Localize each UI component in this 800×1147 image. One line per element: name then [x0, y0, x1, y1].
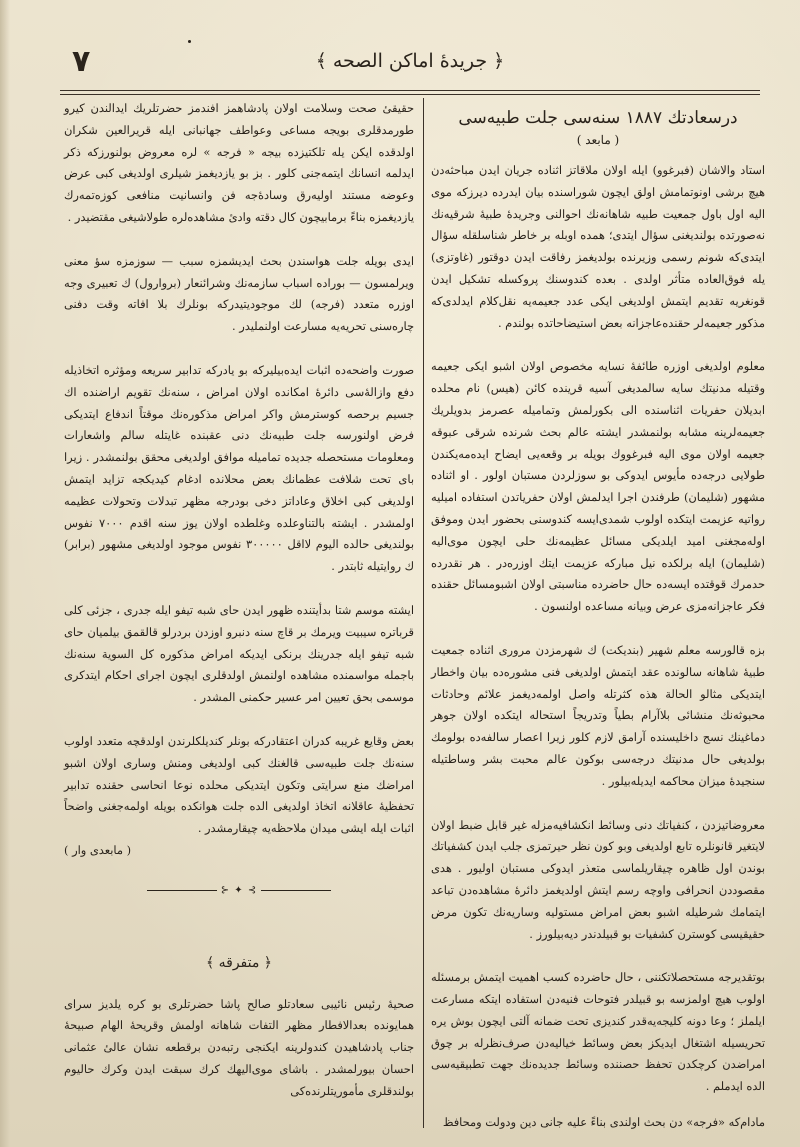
article-paragraph: بعض وقایع غریبه کدران اعتقادر‌كه بونلر کندیلکلرندن اولدقچه متعدد اولوب سنه‌نك جلت طبیه‌سی قالغنك کبی اولدیغی ومنش وساری اولان اشبو امراضك منع سرایتی وتکون ایتدیکی محلده نوعا انحاسی حقنده تدابیر تحفظیهٔ عاقلانه اتخاذ اولدیغی الده جلت هوانکده بویله اولمه‌جغنی واضحاً اثبات ایله ایشی میدان ملاحظه‌یه چیقارمشدر .: [64, 733, 414, 836]
paragraph-gap: [431, 618, 765, 640]
article-paragraph: صورت واضحه‌ده اثبات ایده‌بیلیرکه بو یادرکه تدابیر سریعه ومؤثره اتخاذیله دفع وازالهٔ‌سی دائرهٔ امکانده اولان امراض ، سنه‌نك تقویم اراضنده اك جسیم برحصه کوسترمش واکر امراض مذکوره‌نك موقتاً اندفاع ایتدیکی فرض اولنورسه جلت طبیه‌نك دنی عقبنده غایتله سالم واشعارات ومعلومات مستحصله جدیده تماميله موافق اولدیغی محقق بولنمشدر . زیرا بای تحت شلافت عظمانك بعض محلانده ادغام کیدیکجه تزاید ایتمش اولدیغی کبی اخلاق وعاداتز دخی بودرجه مظهر تبدلات وتحولات عظیمه اولمشدر . ایشته بالتناوعلده وغلطده اولان یوز سنه اقدم ٧٠٠٠ نفوس بولندیغی حالده الیوم لااقل ٣٠٠٠٠٠ نفوس موجود اولدیغی مشهور (برابر) ك روایتیله ثابتدر .: [64, 362, 415, 574]
paragraph-gap: [431, 1098, 765, 1112]
paragraph-gap: [64, 709, 414, 731]
page-edge-shadow: [0, 0, 10, 1147]
paragraph-gap: [431, 945, 765, 967]
article-paragraph: ایشته موسم شتا بدأیتنده ظهور ایدن حای شبه تیفو ایله جدری ، جزئی کلی قرباتره سیبیت ویرمك بر قاچ سنه دنبرو اوزدن بردرلو قالقمق بیلمیان حای شبه تیفو ایله جدرینك برنکی ایدیکه امراض مذکوره کل السوية سنه‌نك باجمله مواسمنده مشاهده اولنمش اولدقلری ایچون اجرای احکام ایتدکری موسمی بحق تعیین امر عسیر حکمنی المشدر .: [64, 602, 414, 705]
article-paragraph: مادام‌که «فرجه» دن بحث اولندی بناءً علیه جانی دین ودولت ومحافظ: [442, 1115, 765, 1130]
article-paragraph: بزه قالورسه معلم شهیر (بندیکت) ك شهرمزدن مروری اثناده جمعیت طبیهٔ شاهانه سالونده عقد ایتمش اولدیغی فنی مشوره‌ده بیان واخطار ایتدیکی مثالو الحالة هذه کثرتله واصل اولمه‌دیغمز علائم وحادثات محبوثه‌نك منشائی بلاآرام بطیاً وتدریجاً استحاله ایتکده اولان جوهر دماغینك نسج داخلیسنده آرامق لازم کلور زیرا اعصار سالفه‌ده بولومك بولدیغی حال مدنیتك درجه‌سی بوکون عالم محبت بشر وساطتیله سنجیدهٔ میزان محاکمه ایدیله‌بیلور .: [431, 642, 765, 788]
page-header: [60, 44, 760, 84]
section-ornament: [64, 880, 414, 902]
article-paragraph: بوتقدیرجه مستحصلاتکننی ، حال حاضرده کسب اهمیت ایتمش برمسئله اولوب هیچ اولمزسه بو قبیلدر فتوحات فنیه‌دن استفاده ایتکه مسارعت ایلملز ؛ وعا دونه کلیجه‌یه‌قدر کندیزی تحت ضمانه آلتی ایچون بوش یره تحریسیله اشتغال ایدیکز بعض وسائط خیالیه‌دن صرف‌نظرله بر چوق امراضدن کرچکدن تحفظ حصننده وسائط جدیده‌نك جهت تطبیقیه‌سی الده ایدملم .: [431, 970, 765, 1094]
column-divider: [423, 98, 424, 1128]
paragraph-gap: [64, 578, 414, 600]
article-subtitle: ( مابعد ): [576, 133, 620, 147]
ink-speck: [188, 40, 191, 43]
misc-section-title: ﴿ متفرقه ﴾: [205, 954, 273, 971]
paragraph-gap: [64, 338, 414, 360]
ornament-line-right: [261, 890, 331, 891]
article-title: درسعادتك ١٨٨٧ سنه‌سی جلت طبیه‌سی: [458, 108, 738, 128]
ornament-line-left: [147, 890, 217, 891]
article-paragraph: استاد والاشان (فبرغوو) ایله اولان ملاقاتز اثناده جریان ایدن مباحثه‌دن هیچ برشی اونوتمامش اولق ایچون شوراسنده بیان ایدرده دیرزکه موی الیه اول باول جمعیت طبیه شاهانه‌نك احوالنی وجریدهٔ طبیهٔ شرقیه‌نك نه‌صورتده بولندیغنی سؤال ایتدی؛ همده اوبله بر خاطر شناسلقله سؤال ایتدی‌كه شونم رسمی وزیرنده بولدیغمز رفاقت ایدن دوقتور (غاوتزی) یله فوق‌العاده متأثر اولدی . بعده کندوسنك پروکسله تشکیل ایدن قونغریه تقدیم ایتمش اولدیغی ایکی عدد جعیمه‌یه نقل‌کلام ایدلدی‌كه مذکور جعیمه‌لر حقنده‌عاجزانه بعض استیضاحاتده بولندم .: [431, 163, 765, 330]
article-paragraph: معلوم اولدیغی اوزره طائفهٔ نسایه مخصوص اولان اشبو ایکی جعیمه وقتیله مدنیتك سایه سالمدیغی آسیه قرینده كائن (هیس) نام محلده ابدیلان حفریات اثناسنده الی بکورلمش وتماميله عصرمز بدویلریك جعیمه‌لرینه مشابه بولنمشدر ایشته عالم بحث شرنده شرقی عبوقه جعیمه اولان موی الیه فبرغووك بویله بر وقعه‌یی ایضاح ایده‌مه‌یکندن طولایی درجه‌ده مأیوس ایدوكی بو سوزلردن مستبان اولور . او اثناده مشهور (شلیمان) طرفندن اجرا ایدلمش اولان حفریاتدن استفاده امیلیه رواتیه عزیمت ایتکده اولوب شمدی‌ایسه کندوسنی بحضور ایدن وموفق اوله‌مجغنی امید ایلدیکی مسائل عظیمه‌نك حلی ایچون موی‌الیه (شلیمان) ایله برلکده نیل مبارکه عزیمت ایتك اوزره‌در . هر نقدرده حدمرك قوقتده ایسه‌ده حال حاضرده مناسبتی اولان اشبومسائل حقنده فكر عاجزانه‌مزی عرض وبیانه مساعده اولنسون .: [431, 359, 765, 614]
paragraph-gap: [431, 793, 765, 815]
article-paragraph: معروضاتیزدن ، کنفیاتك دنی وسائط انکشافیه‌مزله غیر قابل ضبط اولان لایتغیر قانونلره تابع اولدیغی وبو کون نظر حیرتمزی جلب ایدن کشفیاتك بوندن اول ظاهره چیقاریلماسی متعذر ایدوکی مستبان اولیور . هدی مقصوددن انحرافی واوچه رسم ایتش اولدیغمز دائرهٔ مشاهده‌دن تباعد ایتمامك شرطیله اشبو بعض امراض مستولیه وساریه‌نك تکون مرض حقیقیسی کوسترن کشفیات بو قبیلدندر دیه‌بیلورز .: [431, 817, 765, 941]
article-paragraph: حقیقیٔ صحت وسلامت اولان پادشاهمز افندمز حضرتلریك ایدالندن کیرو طورمدقلری بویجه مساعی وعواطف جهانبانی ایله قریرالعین شکران اولدقده ایکن یله تلکتیزده بیجه « فرجه » لره معروض بولنورزکه ذکر ایدلمه انسانك ایتمه‌جنی کلور . بز بو یازدیغمز شیلری اولدیغی کبی عرض وعوضه مستند اولیه‌رق وسادهٔ‌جه فن وانسانیت منافعی کوزه‌تمه‌رك یازدیغمزه بناءً برمابیچون کال دقته وادیٔ مشاهده‌لره طولاشیغی مقتضیدر .: [64, 101, 414, 224]
right-column: [431, 98, 765, 1134]
misc-paragraph: صحیهٔ رئیس نائیبی سعادتلو صالح پاشا حضرتلری بو کره یلدیز سرای همایونده بعدالافطار مظهر التفات شاهانه اولمش وقریحهٔ الهام صبیحهٔ جناب پادشاهیدن کندولرینه ایکنجی رتبه‌دن برقطعه نشان عالیٔ عثمانی احسان بیورلمشدر . باشای موی‌الیهك کرك سبقت ایدن وکرك حالیوم بولندقلری مأموریتلرنده‌کی: [64, 996, 414, 1098]
header-rule-bottom: [60, 94, 760, 95]
ornament-glyph: ⊱ ✦ ⊰: [220, 884, 258, 896]
paragraph-gap: [431, 334, 765, 356]
continued-note: ( مابعدی وار ): [64, 842, 132, 857]
left-column: [64, 98, 414, 1102]
header-rule-top: [60, 90, 760, 91]
journal-title: ﴿ جريدهٔ اماكن الصحه ﴾: [315, 50, 505, 72]
page-number: ٧: [72, 44, 91, 79]
article-paragraph: ایدی بویله جلت هواسندن بحث ایدیشمزه سبب — سوزمزه سؤ معنی ویرلمسون — بوراده اسباب سازمه‌نك وشرائنعار (بروارول) ك تعبیری وجه اوزره متعدد (فرجه) لك موجودیتیدر‌كه بونلرك بلا افاته وقت دفنی چاره‌سنی تحریه‌یه مسارعت اولنملیدر .: [64, 253, 414, 334]
paragraph-gap: [64, 229, 414, 251]
